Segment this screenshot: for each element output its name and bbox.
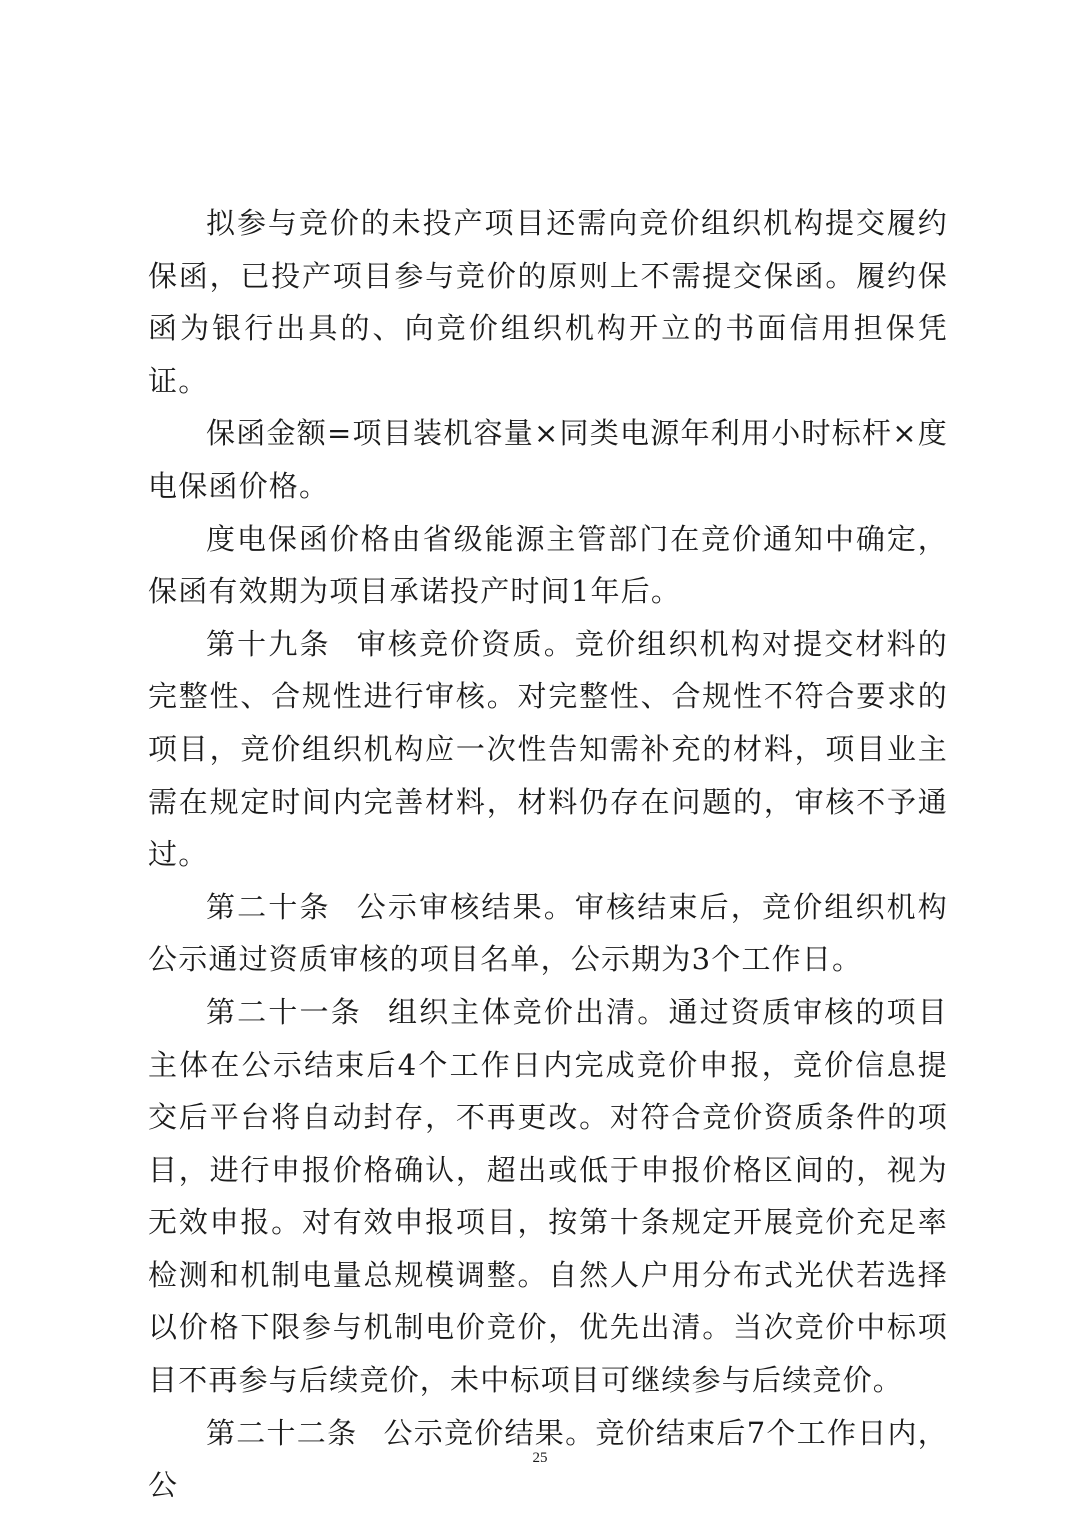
article-heading: 第二十二条 xyxy=(206,1415,358,1450)
article-heading: 第二十一条 xyxy=(206,994,362,1029)
body-text xyxy=(148,197,948,1512)
paragraph-article-20 xyxy=(148,881,948,986)
paragraph-guarantee-price xyxy=(148,513,948,618)
paragraph-text: 度电保函价格由省级能源主管部门在竞价通知中确定，保函有效期为项目承诺投产时间1年后。 xyxy=(148,521,948,609)
paragraph-text: 保函金额=项目装机容量×同类电源年利用小时标杆×度电保函价格。 xyxy=(148,416,948,503)
paragraph-text: 组织主体竞价出清。通过资质审核的项目主体在公示结束后4个工作日内完成竞价申报，竞价信息提交后平台将自动封存，不再更改。对符合竞价资质条件的项目，进行申报价格确认，超出或低于申报价格区间的，视为无效申报。对有效申报项目，按第十条规定开展竞价充足率检测和机制电量总规模调整。自然人户用分布式光伏若选择以价格下限参与机制电价竞价，优先出清。当次竞价中标项目不再参与后续竞价，未中标项目可继续参与后续竞价。 xyxy=(148,994,948,1398)
paragraph-text: 审核竞价资质。竞价组织机构对提交材料的完整性、合规性进行审核。对完整性、合规性不符合要求的项目，竞价组织机构应一次性告知需补充的材料，项目业主需在规定时间内完善材料，材料仍存在问题的，审核不予通过。 xyxy=(148,626,948,872)
paragraph-article-21 xyxy=(148,986,948,1407)
paragraph-performance-guarantee xyxy=(148,197,948,407)
article-heading: 第十九条 xyxy=(206,626,331,661)
article-heading: 第二十条 xyxy=(206,889,331,924)
paragraph-text: 拟参与竞价的未投产项目还需向竞价组织机构提交履约保函，已投产项目参与竞价的原则上不需提交保函。履约保函为银行出具的、向竞价组织机构开立的书面信用担保凭证。 xyxy=(148,206,948,398)
page-number: 25 xyxy=(532,1450,548,1466)
paragraph-text: 公示竞价结果。竞价结束后7个工作日内，公 xyxy=(148,1415,948,1503)
paragraph-text: 公示审核结果。审核结束后，竞价组织机构公示通过资质审核的项目名单，公示期为3个工作日。 xyxy=(148,889,948,977)
paragraph-article-19 xyxy=(148,618,948,881)
paragraph-guarantee-amount-formula xyxy=(148,407,948,512)
